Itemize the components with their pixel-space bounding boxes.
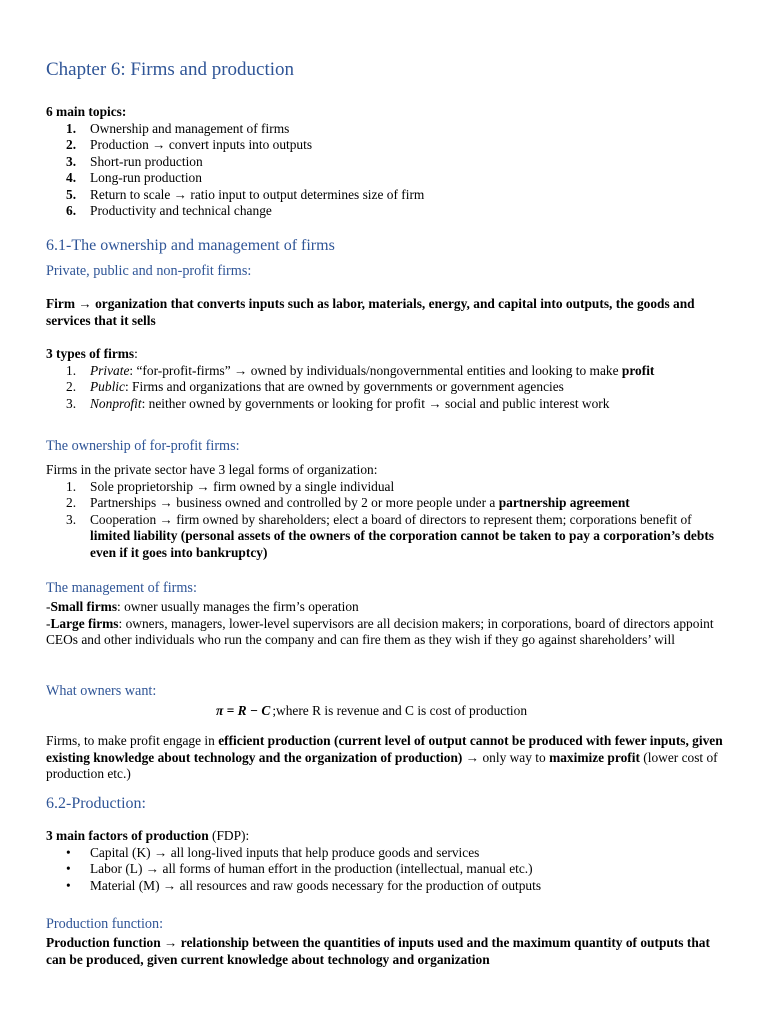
list-item-text: Sole proprietorship → firm owned by a single individual (90, 478, 395, 494)
owners-want-heading: What owners want: (46, 683, 157, 699)
list-number: 1. (66, 478, 77, 494)
firm-type-bold: profit (621, 362, 655, 378)
ownership-heading: The ownership of for-profit firms: (46, 438, 240, 454)
list-item-text: Ownership and management of firms (90, 120, 290, 136)
list-number: 3. (66, 395, 77, 411)
maximize-profit-bold: maximize profit (549, 749, 640, 765)
list-number: 3. (66, 511, 77, 527)
list-item-bold: limited liability (personal assets of the owners of the corporation cannot be taken to pay a corporation’s debts even if it goes into bankruptcy) (90, 528, 714, 560)
ownership-list (46, 479, 726, 562)
profit-equation-note: ;where R is revenue and C is cost of production (272, 703, 528, 718)
small-firms-text: : owner usually manages the firm’s operation (117, 599, 359, 614)
large-firms-line (46, 616, 726, 649)
topics-list (46, 121, 726, 220)
bullet-item (46, 861, 726, 878)
efficient-production-paragraph (46, 733, 726, 783)
small-firms-label: Small firms (50, 599, 118, 614)
list-item-bold: partnership agreement (498, 495, 630, 510)
paragraph-start: Firms, to make profit engage in (46, 733, 219, 748)
firm-type-term: Public (90, 379, 125, 394)
list-item (46, 137, 726, 154)
factors-heading: 3 main factors of production (46, 828, 209, 843)
bullet-icon: • (66, 877, 71, 893)
list-item (46, 203, 726, 220)
ownership-intro: Firms in the private sector have 3 legal forms of organization: (46, 462, 378, 477)
large-prefix: - (46, 615, 51, 631)
firm-type-description: : “for-profit-firms” → owned by individuals/nongovernmental entities and looking to make (129, 362, 622, 378)
section-6-2-heading: 6.2-Production: (46, 795, 146, 812)
topics-section (46, 104, 726, 220)
topics-heading: 6 main topics: (46, 104, 127, 119)
list-number: 1. (66, 362, 77, 378)
list-number: 6. (66, 203, 77, 218)
management-heading: The management of firms: (46, 580, 197, 596)
list-item (46, 170, 726, 187)
list-item-text: Production → convert inputs into outputs (90, 137, 313, 152)
firm-type-description: : neither owned by governments or looking for profit → social and public interest work (141, 395, 610, 411)
factors-heading-rest: (FDP): (208, 828, 250, 843)
list-number: 2. (66, 495, 77, 510)
firm-type-description: : Firms and organizations that are owned by governments or government agencies (124, 379, 564, 394)
list-number: 5. (66, 186, 77, 202)
paragraph-middle: → only way to (462, 749, 550, 765)
list-number: 2. (66, 379, 77, 394)
firm-types-heading: 3 types of firms (46, 346, 135, 361)
profit-formula (216, 703, 527, 720)
factors-list (46, 845, 726, 895)
list-item (46, 396, 726, 413)
firm-types-section (46, 346, 726, 412)
list-number: 1. (66, 120, 77, 136)
bullet-text: Material (M) → all resources and raw goods necessary for the production of outputs (90, 877, 542, 893)
list-item (46, 479, 726, 496)
private-public-heading: Private, public and non-profit firms: (46, 263, 252, 279)
bullet-text: Capital (K) → all long-lived inputs that help produce goods and services (90, 844, 480, 860)
list-item (46, 363, 726, 380)
paragraph-end: (lower cost of production etc.) (46, 749, 718, 781)
list-item-text: Partnerships → business owned and controlled by 2 or more people under a (90, 495, 499, 510)
firm-types-colon: : (134, 346, 138, 361)
production-function-heading: Production function: (46, 916, 164, 932)
list-item (46, 187, 726, 204)
factors-section (46, 828, 726, 894)
profit-equation: π = R − C (216, 703, 271, 718)
bullet-icon: • (66, 861, 71, 876)
management-section (46, 599, 726, 649)
chapter-title: Chapter 6: Firms and production (46, 59, 295, 80)
ownership-section (46, 462, 726, 561)
firm-types-list (46, 363, 726, 413)
bullet-item (46, 845, 726, 862)
list-item-text: Return to scale → ratio input to output determines size of firm (90, 186, 425, 202)
list-item-text: Short-run production (90, 153, 203, 169)
efficient-production-bold: efficient production (current level of output cannot be produced with fewer inputs, given existing knowledge about technology and the organization of production) (46, 733, 723, 765)
list-item (46, 121, 726, 138)
bullet-item (46, 878, 726, 895)
section-6-1-heading: 6.1-The ownership and management of firms (46, 237, 335, 254)
list-item-text: Cooperation → firm owned by shareholders; elect a board of directors to represent them; corporations benefit of (90, 511, 692, 527)
small-prefix: - (46, 599, 51, 614)
list-item-text: Productivity and technical change (90, 203, 272, 218)
firm-type-term: Private (90, 362, 130, 378)
list-number: 4. (66, 170, 77, 185)
production-function-definition: Production function → relationship between the quantities of inputs used and the maximum quantity of outputs that can be produced, given current knowledge about technology and organization (46, 935, 710, 967)
firm-definition: Firm → organization that converts inputs such as labor, materials, energy, and capital into outputs, the goods and services that it sells (46, 296, 695, 328)
list-number: 3. (66, 153, 77, 169)
list-item (46, 512, 726, 562)
bullet-text: Labor (L) → all forms of human effort in the production (intellectual, manual etc.) (90, 861, 533, 876)
list-item (46, 379, 726, 396)
firm-type-term: Nonprofit (90, 395, 142, 411)
list-number: 2. (66, 137, 77, 152)
large-firms-label: Large firms (50, 615, 119, 631)
list-item (46, 495, 726, 512)
small-firms-line (46, 599, 726, 616)
list-item (46, 154, 726, 171)
bullet-icon: • (66, 844, 71, 860)
list-item-text: Long-run production (90, 170, 202, 185)
large-firms-text: : owners, managers, lower-level supervisors are all decision makers; in corporations, board of directors appoint CEOs and other individuals who run the company and can fire them as they wish if they go against shareholders’ will (46, 615, 714, 647)
